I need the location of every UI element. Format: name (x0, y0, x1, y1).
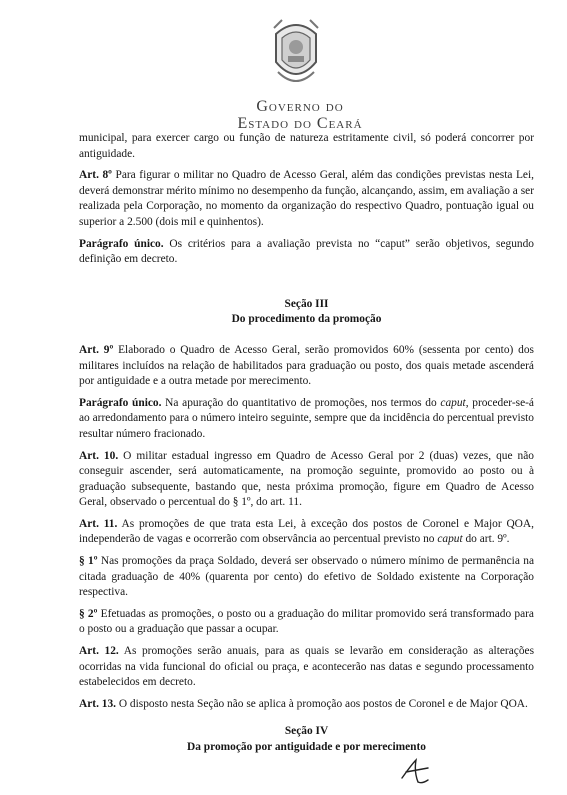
article-12-text: As promoções serão anuais, para as quais se levarão em consideração as alterações ocorridas na vida funcional do oficial ou praça, e acontecerão nas datas e segundo processamento estabelecidos em decreto. (79, 645, 534, 689)
section-3-title: Seção III (284, 297, 329, 310)
section-3-subtitle: Do procedimento da promoção (231, 313, 382, 326)
article-11-text-b: do art. 9º. (462, 533, 510, 546)
continuation-text: municipal, para exercer cargo ou função de natureza estritamente civil, só poderá concorrer por antiguidade. (79, 132, 534, 160)
paragrafo-unico-2-text-b: , proceder-se-á ao arredondamento para o número inteiro seguinte, sempre que da incidência do percentual previsto resultar número fracionado. (79, 396, 534, 440)
article-12-label: Art. 12. (79, 645, 119, 658)
paragrafo-unico-1 (79, 237, 534, 268)
section-4-subtitle: Da promoção por antiguidade e por merecimento (187, 741, 426, 753)
handwritten-initial-signature (398, 758, 432, 788)
article-11-label: Art. 11. (79, 517, 118, 530)
article-12 (79, 644, 534, 691)
article-10-text: O militar estadual ingresso em Quadro de Acesso Geral por 2 (duas) vezes, que não conseguir ascender, será automaticamente, na promoção seguinte, promovido ao posto ou à graduação subsequente, bastando que, nesta próxima promoção, figure em Quadro de Acesso Geral, observado o percentual do § 1º, do art. 11. (79, 449, 534, 509)
paragrafo-unico-2-label: Parágrafo único. (79, 396, 162, 409)
paragrafo-unico-2-text-a: Na apuração do quantitativo de promoções, nos termos do (161, 396, 441, 409)
article-11-text-a: As promoções de que trata esta Lei, à exceção dos postos de Coronel e Major QOA, independerão de vagas e ocorrerão com observância ao percentual previsto no (79, 517, 534, 546)
paragrafo-unico-1-label: Parágrafo único. (79, 237, 164, 250)
article-11-caput: caput (437, 533, 463, 546)
paragraph-2-text: Efetuadas as promoções, o posto ou a graduação do militar promovido será transformado para o posto ou a graduação que passar a ocupar. (79, 607, 534, 636)
state-coat-of-arms-seal (268, 14, 324, 94)
article-10-label: Art. 10. (79, 449, 119, 462)
article-11 (79, 517, 534, 548)
article-8-label: Art. 8º (79, 169, 112, 182)
article-13-text: O disposto nesta Seção não se aplica à promoção aos postos de Coronel e de Major QOA. (116, 697, 528, 710)
paragraph-1-label: § 1º (79, 555, 98, 568)
paragraph-1-text: Nas promoções da praça Soldado, deverá ser observado o número mínimo de permanência na citada graduação de 40% (quarenta por cento) do efetivo de Soldado existente na Corporação respectiva. (79, 555, 535, 599)
paragraph-2-label: § 2º (79, 607, 98, 620)
article-9-label: Art. 9º (79, 343, 114, 356)
header-line1: Governo do (256, 98, 344, 115)
article-8-text: Para figurar o militar no Quadro de Acesso Geral, além das condições previstas nesta Lei, deverá demonstrar mérito mínimo no desempenho da função, alcançando, assim, em avaliação a ser realizada pela Corporação, no momento da organização do respectivo Quadro, pontuação igual ou superior a 2.500 (dois mil e quinhentos). (79, 169, 534, 228)
article-13-label: Art. 13. (79, 697, 117, 710)
header-line2: Estado do Ceará (237, 115, 363, 132)
article-9 (79, 343, 534, 390)
paragraph-continuation (79, 131, 534, 162)
paragrafo-unico-2 (79, 396, 534, 443)
paragraph-1 (79, 554, 534, 601)
paragrafo-unico-1-text: Os critérios para a avaliação prevista no “caput” serão objetivos, segundo definição em decreto. (79, 237, 534, 266)
article-10 (79, 449, 534, 511)
section-4-title: Seção IV (284, 725, 329, 738)
paragrafo-unico-2-caput: caput (440, 396, 466, 409)
paragraph-2 (79, 607, 534, 638)
document-body (79, 131, 534, 756)
article-8 (79, 168, 534, 230)
article-13 (79, 697, 534, 713)
government-header (225, 98, 375, 132)
article-9-text: Elaborado o Quadro de Acesso Geral, serão promovidos 60% (sessenta por cento) dos militares incluídos na relação de habilitados para graduação ou posto, dos quais metade ascenderá por antiguidade e a outra metade por merecimento. (79, 343, 534, 388)
